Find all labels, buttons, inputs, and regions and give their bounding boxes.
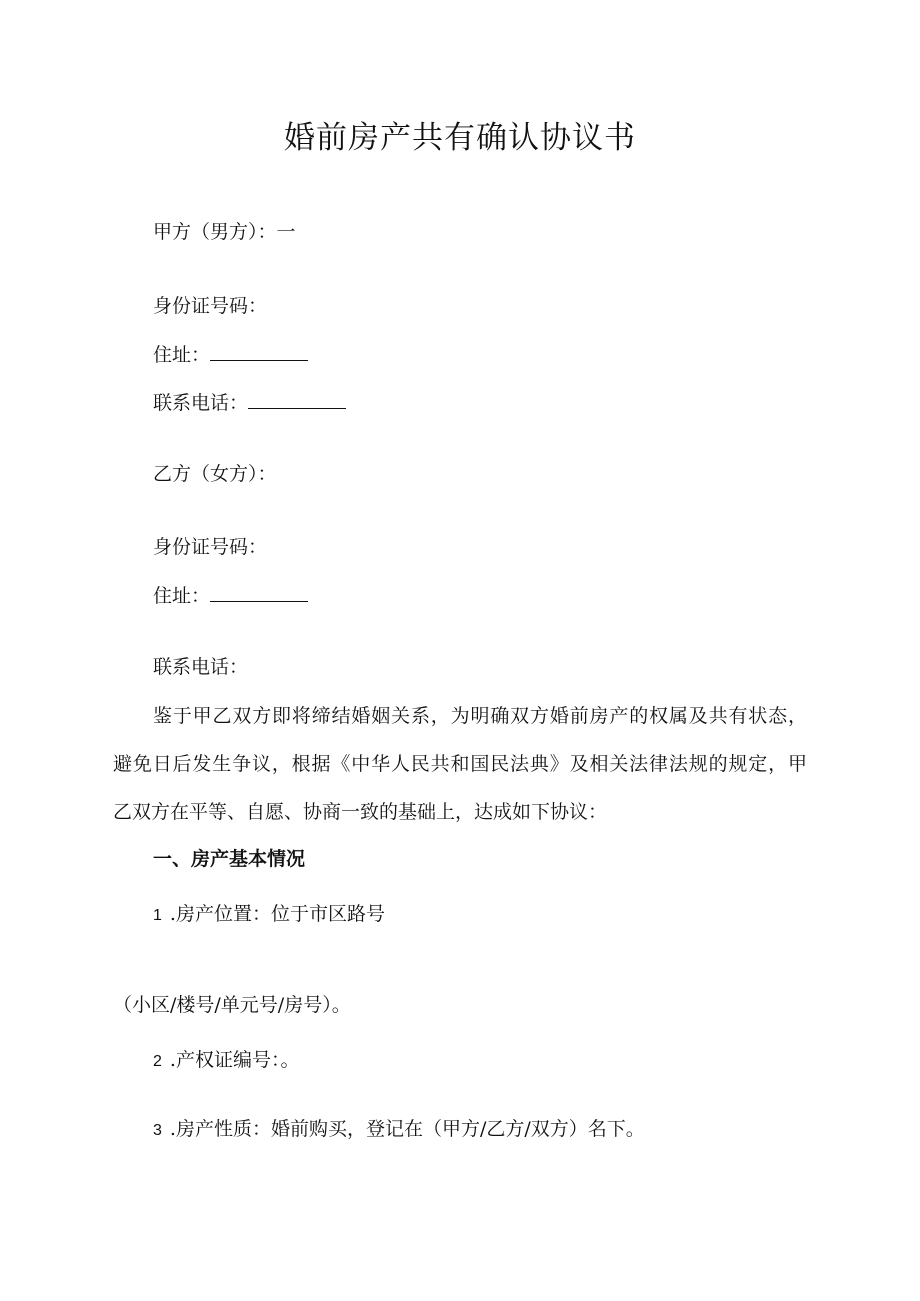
party-a-phone-label: 联系电话： xyxy=(153,392,249,414)
item-number: 1 xyxy=(153,907,162,924)
party-a-phone-line xyxy=(153,390,346,415)
item-text: .房产位置：位于市区路号 xyxy=(169,903,385,925)
party-a-id-label: 身份证号码： xyxy=(153,295,268,317)
item-text: .产权证编号：。 xyxy=(169,1049,300,1071)
party-b-phone-line xyxy=(153,655,248,679)
party-a-id-line xyxy=(153,294,267,318)
party-b-address-label: 住址： xyxy=(153,585,211,607)
party-a-address-label: 住址： xyxy=(153,344,211,366)
party-b-line xyxy=(153,462,277,486)
section-1-item-2 xyxy=(153,1048,299,1074)
section-1-heading: 一、房产基本情况 xyxy=(153,848,306,870)
party-b-id-label: 身份证号码： xyxy=(153,536,268,558)
party-b-address-line xyxy=(153,583,308,608)
party-a-name-mark: 一 xyxy=(276,221,296,243)
item-text: .房产性质：婚前购买，登记在（甲方/乙方/双方）名下。 xyxy=(169,1118,645,1140)
item-text: （小区/楼号/单元号/房号）。 xyxy=(113,994,351,1016)
preamble-line-2: 避免日后发生争议，根据《中华人民共和国民法典》及相关法律法规的规定，甲 xyxy=(113,753,807,775)
section-1-item-1-continued xyxy=(113,993,351,1017)
preamble-line-3: 乙双方在平等、自愿、协商一致的基础上，达成如下协议： xyxy=(113,801,608,823)
preamble-line-1: 鉴于甲乙双方即将缔结婚姻关系，为明确双方婚前房产的权属及共有状态， xyxy=(153,705,807,727)
item-number: 2 xyxy=(153,1053,162,1070)
section-1-item-3 xyxy=(153,1117,645,1143)
party-b-address-blank[interactable] xyxy=(210,583,308,602)
section-1-item-1 xyxy=(153,902,385,928)
party-b-phone-label: 联系电话： xyxy=(153,656,249,678)
party-a-address-line xyxy=(153,342,308,367)
party-b-label: 乙方（女方）： xyxy=(153,463,277,485)
party-a-line xyxy=(153,220,296,244)
party-a-phone-blank[interactable] xyxy=(248,390,346,409)
item-number: 3 xyxy=(153,1122,162,1139)
party-b-id-line xyxy=(153,535,267,559)
document-title: 婚前房产共有确认协议书 xyxy=(284,120,636,156)
party-a-address-blank[interactable] xyxy=(210,342,308,361)
party-a-label: 甲方（男方）： xyxy=(153,221,277,243)
